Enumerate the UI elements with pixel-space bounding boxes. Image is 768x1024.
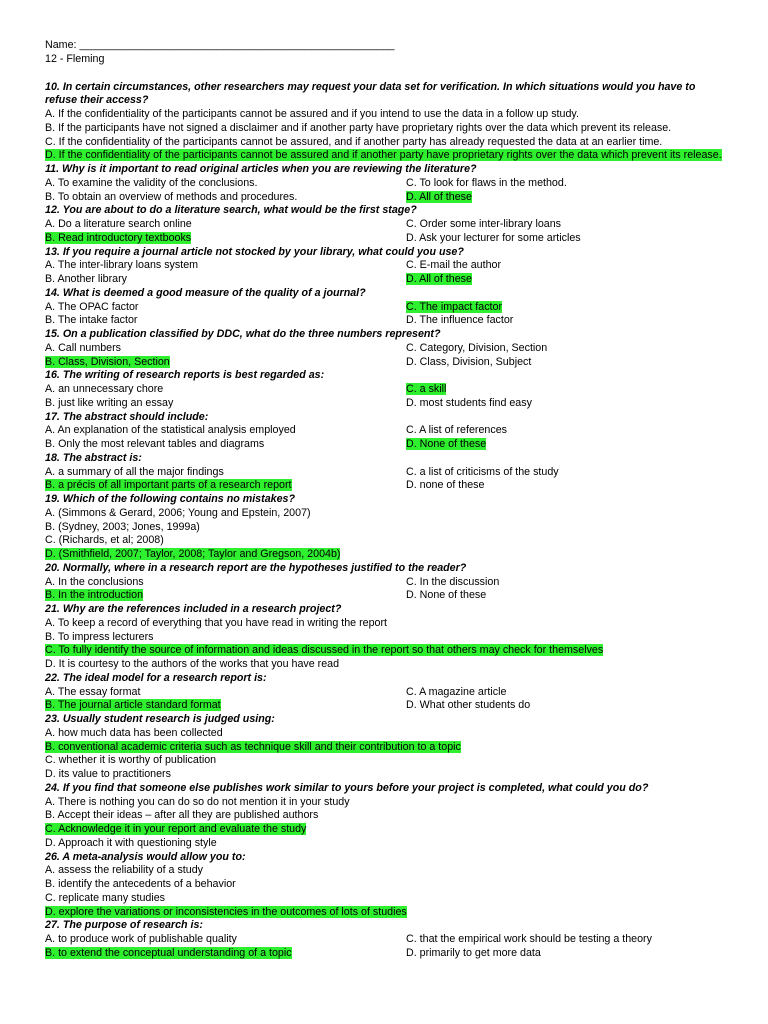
option-b: B. The intake factor xyxy=(45,314,138,327)
option-d: D. Approach it with questioning style xyxy=(45,836,217,849)
question-text: 15. On a publication classified by DDC, what do the three numbers represent? xyxy=(45,328,441,340)
question-block xyxy=(45,851,725,920)
option-d: D. its value to practitioners xyxy=(45,768,171,780)
option-c: C. Category, Division, Section xyxy=(406,341,548,354)
question-block xyxy=(45,246,725,287)
question-text: 12. You are about to do a literature search, what would be the first stage? xyxy=(45,204,417,217)
question-block xyxy=(45,782,725,851)
option-c: C. A list of references xyxy=(406,424,507,437)
option-c: C. replicate many studies xyxy=(45,891,165,904)
option-b: B. identify the antecedents of a behavior xyxy=(45,878,236,890)
option-a: A. In the conclusions xyxy=(45,575,144,588)
option-b: B. just like writing an essay xyxy=(45,396,174,409)
option-d-correct: D. explore the variations or inconsistencies in the outcomes of lots of studies xyxy=(45,905,407,918)
question-block xyxy=(45,603,725,672)
question-block xyxy=(45,562,725,603)
option-c-correct: C. Acknowledge it in your report and evaluate the study xyxy=(45,823,307,835)
question-block xyxy=(45,204,725,245)
option-a: A. to produce work of publishable quality xyxy=(45,933,237,945)
question-text: 27. The purpose of research is: xyxy=(45,919,203,932)
option-c: C. Order some inter-library loans xyxy=(406,218,562,230)
option-d: D. none of these xyxy=(406,479,485,492)
option-a: A. To keep a record of everything that you have read in writing the report xyxy=(45,616,387,629)
option-c-correct: C. To fully identify the source of information and ideas discussed in the report so that others may check for themselves xyxy=(45,644,604,657)
question-text: 19. Which of the following contains no mistakes? xyxy=(45,493,295,505)
document-subtitle: 12 - Fleming xyxy=(45,52,105,65)
option-c: C. In the discussion xyxy=(406,575,500,588)
header-spacer xyxy=(45,67,725,81)
question-block xyxy=(45,919,725,960)
option-b-correct: B. a précis of all important parts of a research report xyxy=(45,479,292,492)
question-text: 14. What is deemed a good measure of the quality of a journal? xyxy=(45,286,366,299)
document-page xyxy=(45,39,725,961)
option-a: A. If the confidentiality of the participants cannot be assured and if you intend to use the data in a follow up study. xyxy=(45,108,579,120)
option-c: C. (Richards, et al; 2008) xyxy=(45,534,164,547)
name-field-line: Name: _____________________________________________________ xyxy=(45,39,395,51)
question-text: 22. The ideal model for a research report is: xyxy=(45,671,267,684)
option-d: D. most students find easy xyxy=(406,396,532,409)
option-c: C. that the empirical work should be testing a theory xyxy=(406,933,652,945)
option-a: A. There is nothing you can do so do not mention it in your study xyxy=(45,795,350,808)
option-d-correct: D. If the confidentiality of the participants cannot be assured and if another party have proprietary rights over the data which prevent its release. xyxy=(45,149,722,162)
option-b-correct: B. Class, Division, Section xyxy=(45,355,170,368)
option-b: B. (Sydney, 2003; Jones, 1999a) xyxy=(45,520,200,533)
option-d: D. The influence factor xyxy=(406,314,514,327)
option-c: C. To look for flaws in the method. xyxy=(406,176,567,189)
option-d: D. primarily to get more data xyxy=(406,946,541,959)
option-b: B. To obtain an overview of methods and procedures. xyxy=(45,190,298,203)
question-text: 10. In certain circumstances, other researchers may request your data set for verification. In which situations would you have to refuse their access? xyxy=(45,80,696,107)
question-text: 11. Why is it important to read original articles when you are reviewing the literature? xyxy=(45,163,477,175)
option-d: D. What other students do xyxy=(406,699,531,712)
option-d: D. Class, Division, Subject xyxy=(406,355,532,368)
option-d: D. It is courtesy to the authors of the works that you have read xyxy=(45,658,340,670)
option-c: C. If the confidentiality of the participants cannot be assured, and if another party has already requested the data at an earlier time. xyxy=(45,135,663,148)
option-a: A. assess the reliability of a study xyxy=(45,864,204,877)
question-block xyxy=(45,411,725,452)
option-b: B. Only the most relevant tables and diagrams xyxy=(45,438,265,450)
option-a: A. To examine the validity of the conclusions. xyxy=(45,176,258,189)
option-b: B. Another library xyxy=(45,273,127,285)
option-b-correct: B. In the introduction xyxy=(45,589,144,602)
option-b-correct: B. conventional academic criteria such as technique skill and their contribution to a topic xyxy=(45,740,461,753)
option-c: C. whether it is worthy of publication xyxy=(45,754,217,767)
option-a: A. Call numbers xyxy=(45,341,122,354)
option-c: C. E-mail the author xyxy=(406,259,502,272)
question-text: 21. Why are the references included in a research project? xyxy=(45,603,342,615)
option-d-correct: D. All of these xyxy=(406,190,472,203)
option-c-correct: C. The impact factor xyxy=(406,300,503,313)
option-a: A. An explanation of the statistical analysis employed xyxy=(45,424,296,437)
question-text: 24. If you find that someone else publishes work similar to yours before your project is completed, what could you do? xyxy=(45,781,649,794)
option-d-correct: D. All of these xyxy=(406,273,472,285)
question-block xyxy=(45,81,725,164)
option-b-correct: B. to extend the conceptual understanding of a topic xyxy=(45,946,292,959)
question-block xyxy=(45,672,725,713)
option-c: C. a list of criticisms of the study xyxy=(406,465,559,478)
option-a: A. Do a literature search online xyxy=(45,218,192,230)
option-a: A. The inter-library loans system xyxy=(45,259,199,272)
question-text: 18. The abstract is: xyxy=(45,451,142,464)
option-d-correct: D. (Smithfield, 2007; Taylor, 2008; Taylor and Gregson, 2004b) xyxy=(45,548,341,560)
question-text: 13. If you require a journal article not stocked by your library, what could you use? xyxy=(45,245,464,258)
option-b: B. If the participants have not signed a disclaimer and if another party have proprietary rights over the data which prevent its release. xyxy=(45,121,672,134)
option-a: A. The essay format xyxy=(45,685,141,698)
option-d: D. None of these xyxy=(406,589,487,602)
question-text: 23. Usually student research is judged using: xyxy=(45,713,275,725)
question-block xyxy=(45,452,725,493)
question-block xyxy=(45,163,725,204)
question-text: 20. Normally, where in a research report are the hypotheses justified to the reader? xyxy=(45,561,467,574)
option-b: B. Accept their ideas – after all they are published authors xyxy=(45,809,319,822)
question-block xyxy=(45,369,725,410)
option-a: A. how much data has been collected xyxy=(45,726,223,739)
option-d-correct: D. None of these xyxy=(406,438,487,450)
option-a: A. an unnecessary chore xyxy=(45,383,164,395)
option-b: B. To impress lecturers xyxy=(45,630,154,643)
option-c-correct: C. a skill xyxy=(406,383,447,395)
option-a: A. The OPAC factor xyxy=(45,300,139,313)
option-a: A. (Simmons & Gerard, 2006; Young and Epstein, 2007) xyxy=(45,506,311,519)
option-d: D. Ask your lecturer for some articles xyxy=(406,231,581,244)
question-block xyxy=(45,493,725,562)
question-block xyxy=(45,287,725,328)
option-a: A. a summary of all the major findings xyxy=(45,465,224,478)
question-block xyxy=(45,713,725,782)
option-b-correct: B. The journal article standard format xyxy=(45,699,221,712)
question-block xyxy=(45,328,725,369)
option-c: C. A magazine article xyxy=(406,685,507,698)
question-text: 16. The writing of research reports is best regarded as: xyxy=(45,369,325,382)
question-text: 17. The abstract should include: xyxy=(45,410,209,423)
question-text: 26. A meta-analysis would allow you to: xyxy=(45,850,246,863)
option-b-correct: B. Read introductory textbooks xyxy=(45,231,192,244)
